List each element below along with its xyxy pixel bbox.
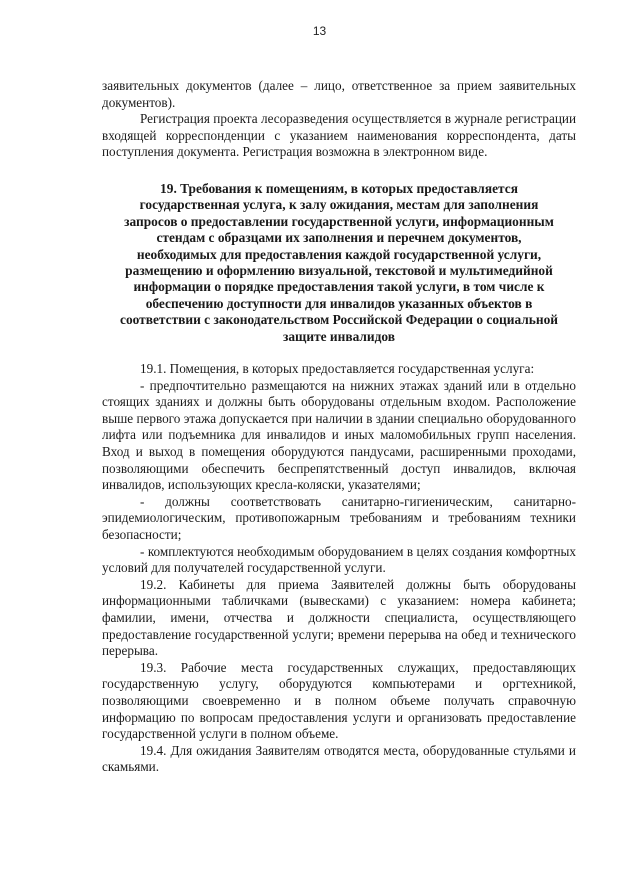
paragraph-19-4: 19.4. Для ожидания Заявителям отводятся места, оборудованные стульями и скамьями. [102,742,576,775]
heading-line: размещению и оформлению визуальной, текстовой и мультимедийной [125,263,553,278]
heading-line: запросов о предоставлении государственной услуги, информационным [124,213,554,229]
heading-line: государственная услуга, к залу ожидания, местам для заполнения [139,197,539,213]
list-item-equipment: - комплектуются необходимым оборудованием в целях создания комфортных условий для получателей государственной услуги. [102,543,576,576]
section-heading [102,181,576,345]
page-number: 13 [312,24,327,38]
paragraph-registration: Регистрация проекта лесоразведения осуществляется в журнале регистрации входящей корреспонденции с указанием наименования корреспондента, даты поступления документа. Регистрация возможна в электронном виде. [102,111,576,160]
paragraph-19-1: 19.1. Помещения, в которых предоставляется государственная услуга: [140,361,535,377]
heading-line: стендам с образцами их заполнения и перечнем документов, [156,230,522,246]
paragraph-19-2: 19.2. Кабинеты для приема Заявителей должны быть оборудованы информационными табличками (вывесками) с указанием: номера кабинета; фамилии, имени, отчества и должности специалиста, осуществляющего предоставление государственной услуги; времени перерыва на обед и технического перерыва. [102,576,576,659]
document-body [102,78,576,776]
paragraph-19-3: 19.3. Рабочие места государственных служащих, предоставляющих государственную услугу, оборудуются компьютерами и оргтехникой, позволяющими своевременно и в полном объеме получать справочную информацию по вопросам предоставления услуги и организовать предоставление государственной услуги в полном объеме. [102,659,576,742]
heading-line: необходимых для предоставления каждой государственной услуги, [136,246,542,262]
heading-line: обеспечению доступности для инвалидов указанных объектов в [145,295,533,311]
heading-line: информации о порядке предоставления такой услуги, в том числе к [133,279,545,295]
list-item-location: - предпочтительно размещаются на нижних этажах зданий или в отдельно стоящих зданиях и должны быть оборудованы отдельным входом. Расположение выше первого этажа допускается при наличии в здании специально оборудованного лифта или подъемника для инвалидов и иных маломобильных групп населения. Вход и выход в помещения оборудуются пандусами, расширенными проходами, позволяющими обеспечить беспрепятственный доступ инвалидов, включая инвалидов, использующих кресла-коляски, указателями; [102,377,576,493]
heading-line: 19. Требования к помещениям, в которых предоставляется [160,180,518,196]
heading-line: соответствии с законодательством Российской Федерации о социальной [120,312,558,328]
paragraph-continuation: заявительных документов (далее – лицо, ответственное за прием заявительных документов). [102,78,576,110]
list-item-requirements: - должны соответствовать санитарно-гигиеническим, санитарно-эпидемиологическим, противопожарным требованиям и требованиям техники безопасности; [102,493,576,542]
heading-line: защите инвалидов [282,328,396,344]
